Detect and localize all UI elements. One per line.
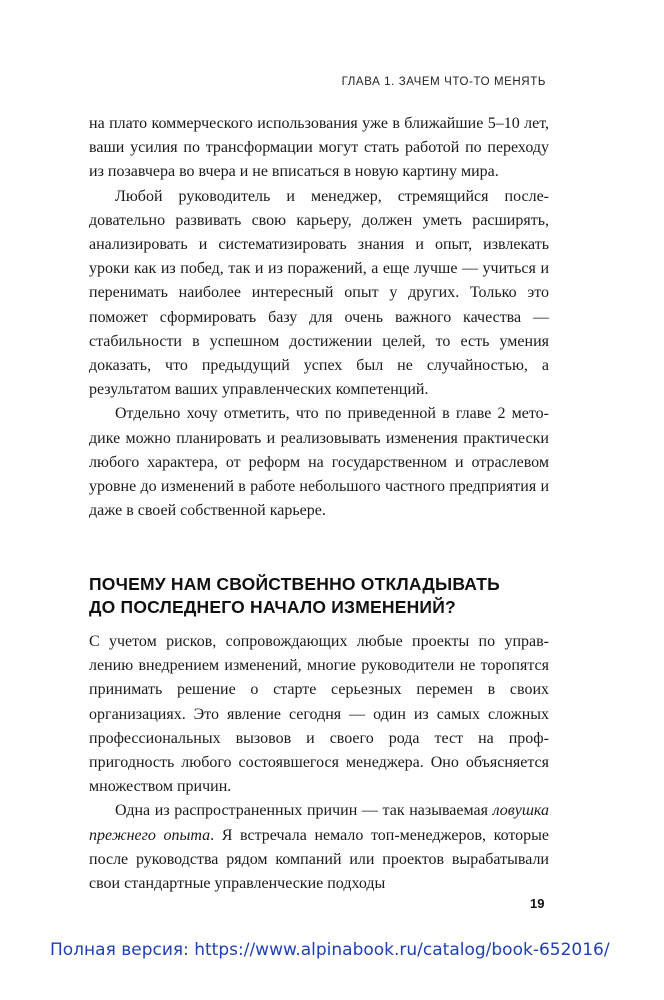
paragraph: на плато коммерческого использования уже в ближайшие 5–10 лет, ваши усилия по трансформации могут стать работой по переходу из позавчера во вчера и не вписаться в новую картину мира. <box>89 115 549 181</box>
page-number: 19 <box>530 896 545 911</box>
section-heading-line: ДО ПОСЛЕДНЕГО НАЧАЛО ИЗМЕНЕНИЙ? <box>89 597 456 617</box>
italic-term: ловушка прежнего опыта <box>89 802 549 844</box>
paragraph: Любой руководитель и менеджер, стремящийся последовательно развивать свою карьеру, должен уметь расширять, анализировать и систематизировать знания и опыт, извлекать уроки как из побед, так и из поражений, а еще лучше — учиться и перенимать наиболее интересный опыт у других. Только это поможет сформировать базу для очень важного качества — стабильности в успешном достижении целей, то есть умения доказать, что предыдущий успех был не случайностью, а результатом ваших управленческих компетенций. <box>89 187 549 399</box>
paragraph: Отдельно хочу отметить, что по приведенной в главе 2 методике можно планировать и реализовывать изменения практически любого характера, от реформ на государственном и отраслевом уровне до изменений в работе небольшого частного предприятия и даже в своей собственной карьере. <box>89 405 549 520</box>
full-version-link[interactable]: Полная версия: https://www.alpinabook.ru/catalog/book-652016/ <box>50 940 610 960</box>
body-text-top <box>89 112 549 523</box>
paragraph-text: . Я встречала немало топ-менеджеров, которые после руководства рядом компаний или проектов вырабатывали свои стандартные управленческие подходы <box>89 826 550 893</box>
paragraph: С учетом рисков, сопровождающих любые проекты по управлению внедрением изменений, многие руководители не торопятся принимать решение о старте серьезных перемен в своих организациях. Это явление сегодня — один из самых сложных профессиональных вызовов и своего рода тест на профпригодность любого состоявшегося менеджера. Оно объясняется множеством причин. <box>89 633 549 796</box>
section-heading <box>89 573 549 619</box>
paragraph <box>89 799 549 896</box>
body-text-section <box>89 630 549 896</box>
paragraph-text: Одна из распространенных причин — так называемая <box>115 802 493 820</box>
section-heading-line: ПОЧЕМУ НАМ СВОЙСТВЕННО ОТКЛАДЫВАТЬ <box>89 574 500 594</box>
running-head: ГЛАВА 1. ЗАЧЕМ ЧТО-ТО МЕНЯТЬ <box>341 76 546 88</box>
